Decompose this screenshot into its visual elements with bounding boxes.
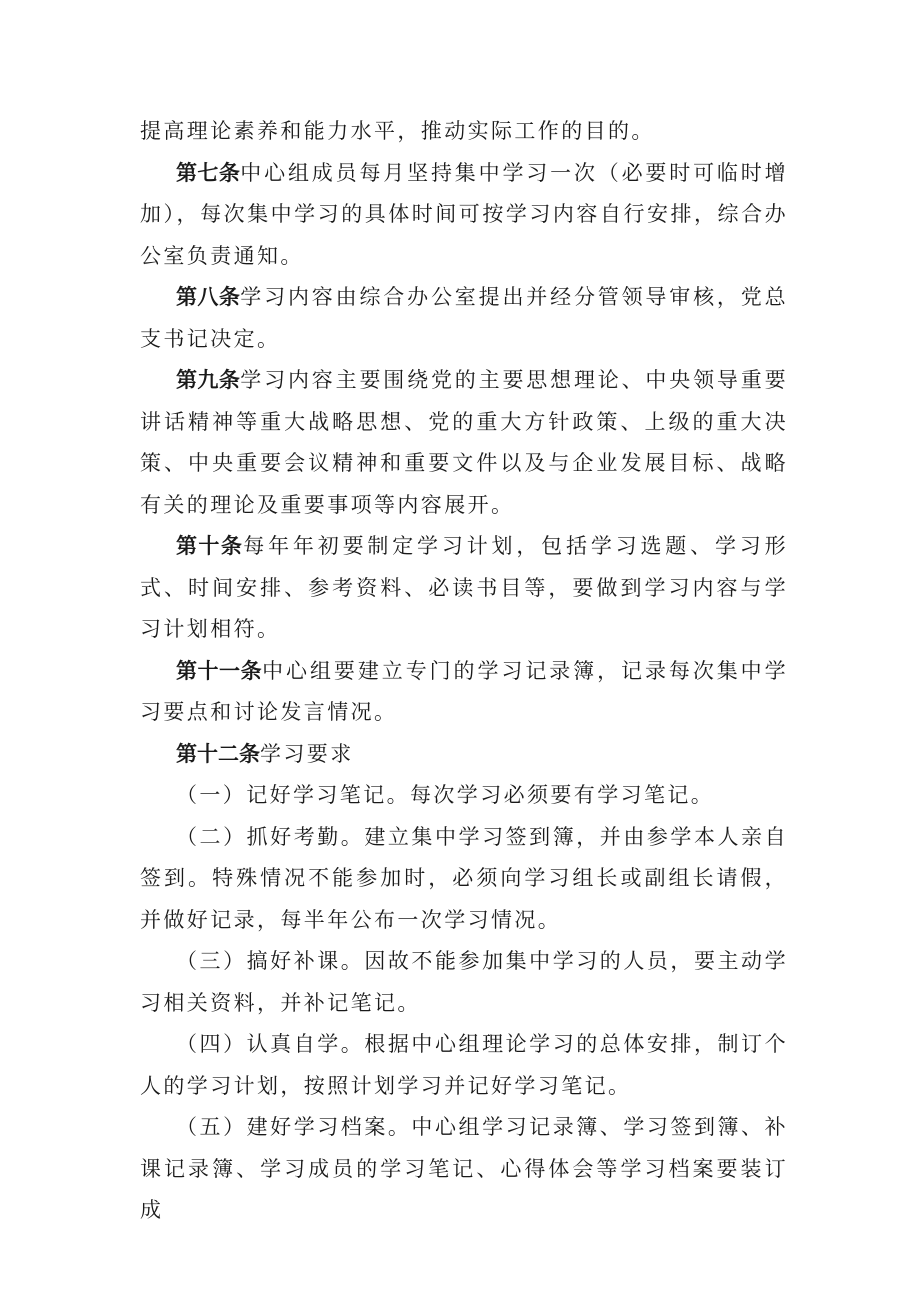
document-body	[140, 111, 788, 1232]
article-text: 学习内容主要围绕党的主要思想理论、中央领导重要讲话精神等重大战略思想、党的重大方针政策、上级的重大决策、中央重要会议精神和重要文件以及与企业发展目标、战略有关的理论及重要事项等内容展开。	[140, 368, 788, 517]
article-text: 中心组要建立专门的学习记录簿，记录每次集中学习要点和讨论发言情况。	[140, 658, 789, 724]
requirement-text: （一）记好学习笔记。每次学习必须要有学习笔记。	[176, 783, 715, 807]
article-number: 第七条	[176, 160, 241, 185]
article-number: 第十二条	[176, 741, 260, 766]
requirement-text: （五）建好学习档案。中心组学习记录簿、学习签到簿、补课记录簿、学习成员的学习笔记、心得体会等学习档案要装订成	[140, 1115, 788, 1222]
article-text: 学习内容由综合办公室提出并经分管领导审核，党总支书记决定。	[140, 285, 788, 351]
requirement-text: （二）抓好考勤。建立集中学习签到簿，并由参学本人亲自签到。特殊情况不能参加时，必须向学习组长或副组长请假，并做好记录，每半年公布一次学习情况。	[140, 824, 788, 932]
article-text: 每年年初要制定学习计划，包括学习选题、学习形式、时间安排、参考资料、必读书目等，要做到学习内容与学习计划相符。	[140, 534, 788, 641]
article-text: 学习要求	[260, 741, 354, 766]
article-10	[140, 526, 788, 651]
article-text: 中心组成员每月坚持集中学习一次（必要时可临时增加），每次集中学习的具体时间可按学习内容自行安排，综合办公室负责通知。	[140, 160, 788, 268]
article-12	[140, 734, 788, 776]
article-9	[140, 360, 788, 526]
article-number: 第十一条	[176, 658, 263, 683]
requirement-1	[140, 775, 788, 817]
paragraph-continuation	[140, 111, 788, 153]
article-number: 第十条	[176, 534, 244, 558]
article-number: 第九条	[176, 368, 241, 392]
requirement-5	[140, 1107, 788, 1232]
requirement-text: （三）搞好补课。因故不能参加集中学习的人员，要主动学习相关资料，并补记笔记。	[140, 949, 788, 1015]
requirement-2	[140, 817, 788, 942]
article-11	[140, 651, 788, 734]
requirement-text: （四）认真自学。根据中心组理论学习的总体安排，制订个人的学习计划，按照计划学习并记好学习笔记。	[140, 1032, 788, 1098]
article-7	[140, 153, 788, 278]
requirement-4	[140, 1024, 788, 1107]
paragraph-text: 提高理论素养和能力水平，推动实际工作的目的。	[140, 119, 655, 143]
article-8	[140, 277, 788, 360]
requirement-3	[140, 941, 788, 1024]
article-number: 第八条	[176, 285, 241, 309]
